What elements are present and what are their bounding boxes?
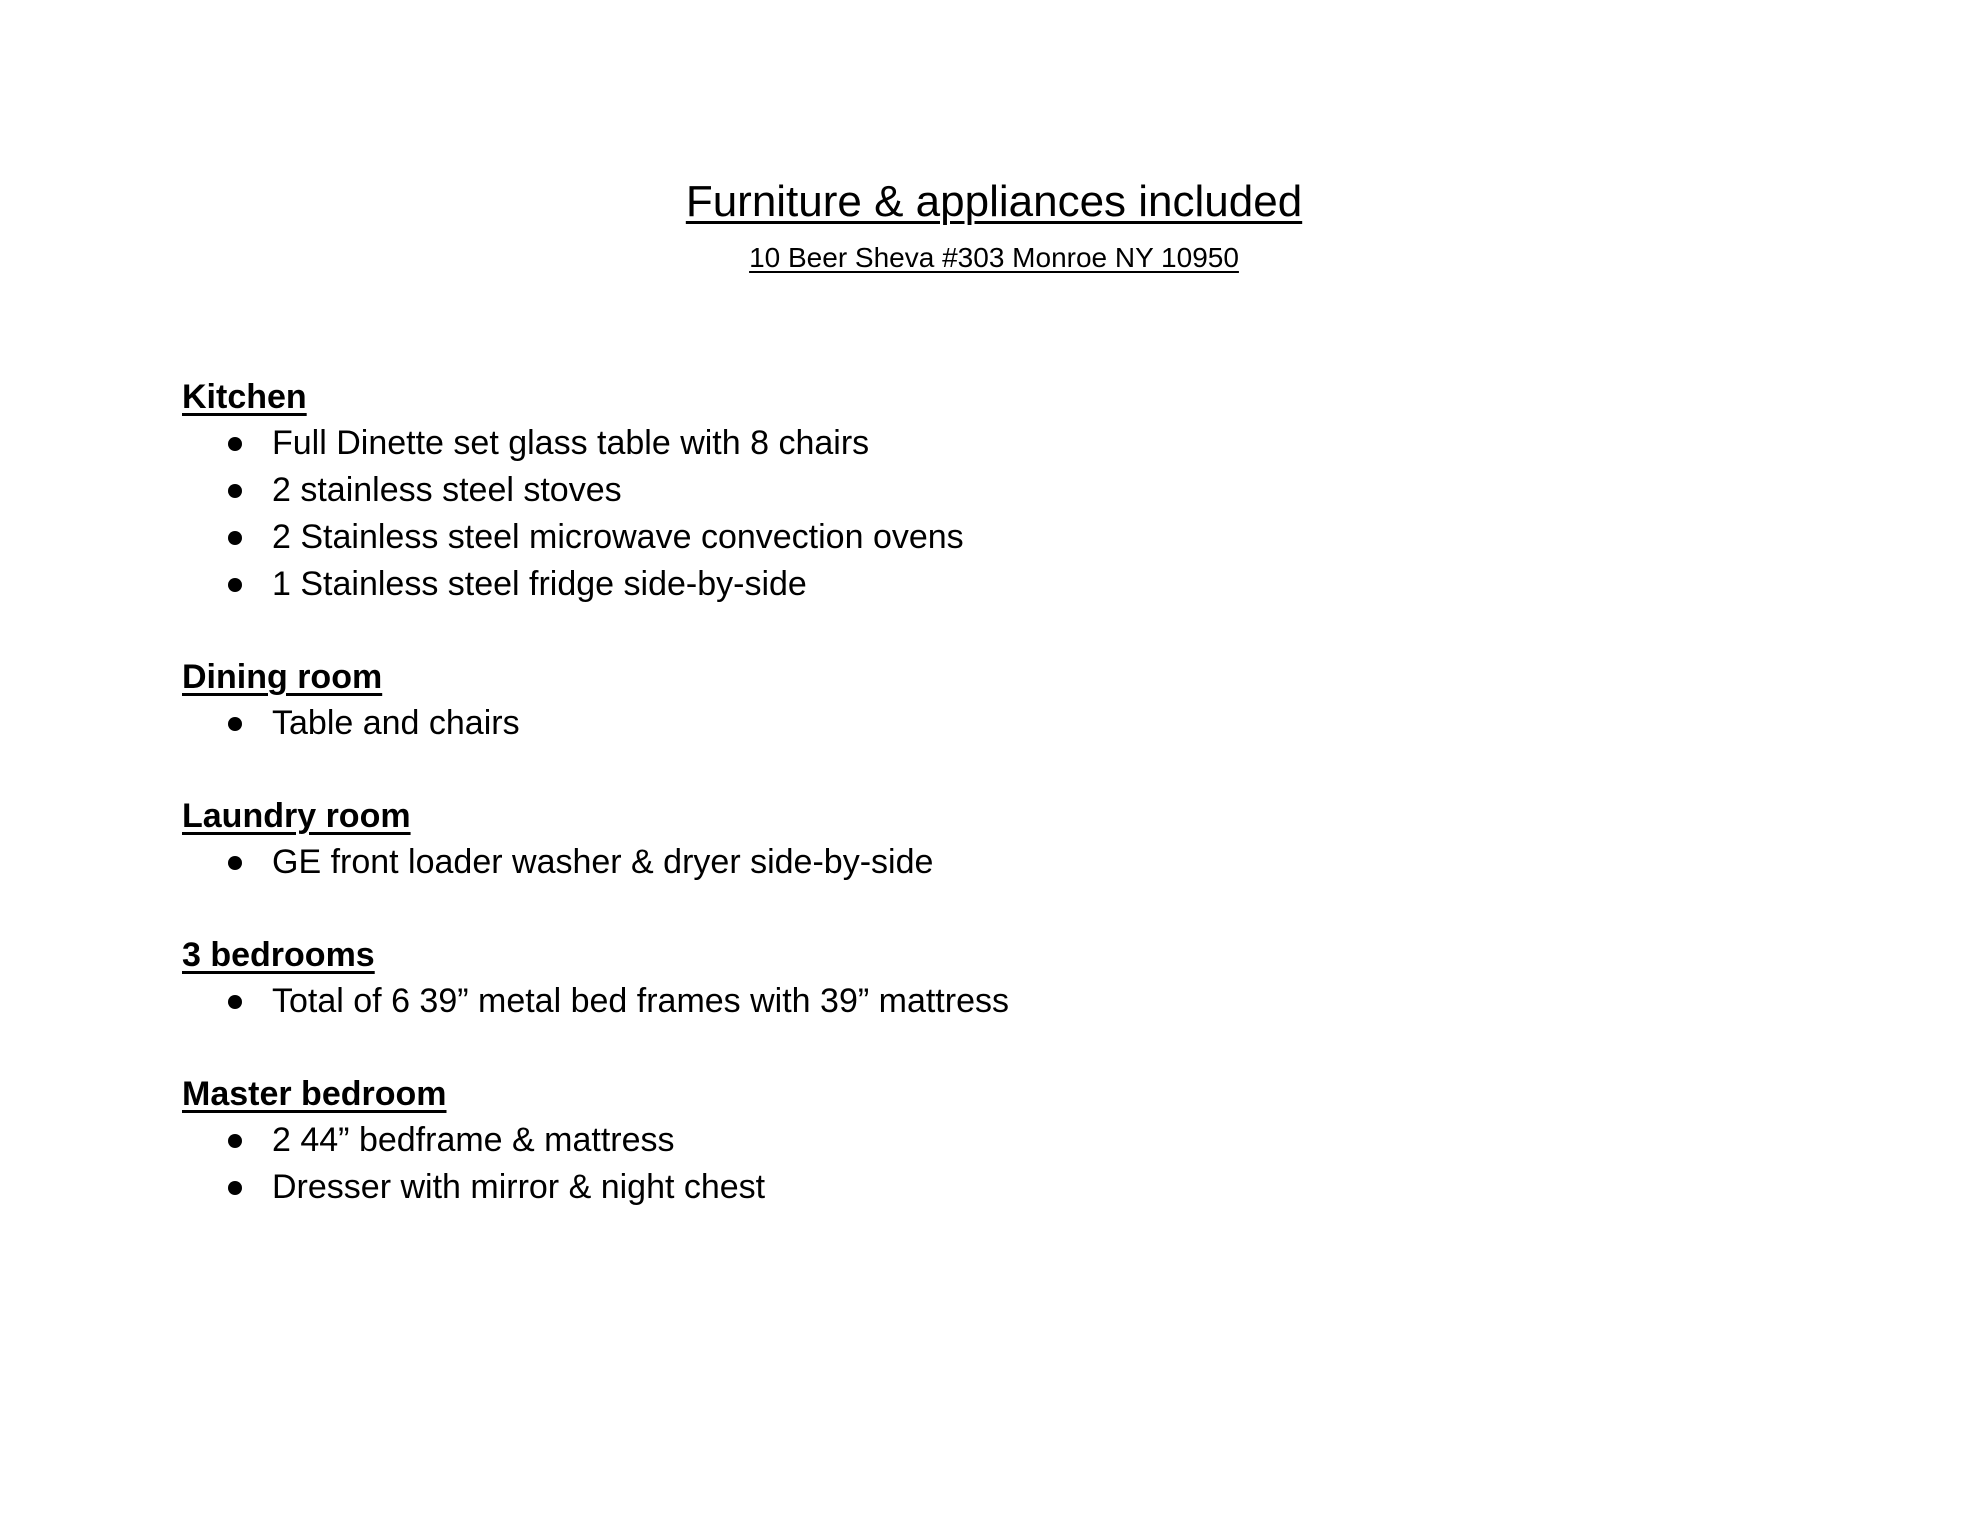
item-list bbox=[182, 420, 1882, 608]
list-item bbox=[182, 1164, 1882, 1211]
bullet-icon bbox=[228, 1181, 242, 1195]
item-list bbox=[182, 839, 1882, 886]
list-item bbox=[182, 420, 1882, 467]
document-title: Furniture & appliances included bbox=[685, 177, 1303, 226]
bullet-icon bbox=[228, 717, 242, 731]
list-item bbox=[182, 839, 1882, 886]
item-text: Dresser with mirror & night chest bbox=[272, 1168, 766, 1206]
item-text: GE front loader washer & dryer side-by-side bbox=[272, 843, 934, 881]
section-heading: 3 bedrooms bbox=[182, 936, 375, 974]
bullet-icon bbox=[228, 437, 242, 451]
list-item bbox=[182, 561, 1882, 608]
list-item bbox=[182, 1117, 1882, 1164]
section-heading: Master bedroom bbox=[182, 1075, 447, 1113]
bullet-icon bbox=[228, 578, 242, 592]
item-text: Table and chairs bbox=[272, 704, 520, 742]
section-heading: Dining room bbox=[182, 658, 383, 696]
document-address: 10 Beer Sheva #303 Monroe NY 10950 bbox=[749, 242, 1239, 273]
item-list bbox=[182, 1117, 1882, 1211]
item-text: 1 Stainless steel fridge side-by-side bbox=[272, 565, 807, 603]
bullet-icon bbox=[228, 995, 242, 1009]
section-heading: Kitchen bbox=[182, 378, 307, 416]
section-dining-room bbox=[182, 654, 1882, 747]
item-list bbox=[182, 700, 1882, 747]
section-bedrooms bbox=[182, 932, 1882, 1025]
bullet-icon bbox=[228, 531, 242, 545]
list-item bbox=[182, 700, 1882, 747]
bullet-icon bbox=[228, 484, 242, 498]
item-list bbox=[182, 978, 1882, 1025]
list-item bbox=[182, 514, 1882, 561]
bullet-icon bbox=[228, 856, 242, 870]
section-laundry-room bbox=[182, 793, 1882, 886]
item-text: 2 stainless steel stoves bbox=[272, 471, 622, 509]
section-heading: Laundry room bbox=[182, 797, 411, 835]
room-sections bbox=[182, 374, 1882, 1257]
section-master-bedroom bbox=[182, 1071, 1882, 1211]
item-text: 2 Stainless steel microwave convection ovens bbox=[272, 518, 964, 556]
section-kitchen bbox=[182, 374, 1882, 608]
item-text: Total of 6 39” metal bed frames with 39” mattress bbox=[272, 982, 1009, 1020]
item-text: 2 44” bedframe & mattress bbox=[272, 1121, 675, 1159]
list-item bbox=[182, 978, 1882, 1025]
bullet-icon bbox=[228, 1134, 242, 1148]
item-text: Full Dinette set glass table with 8 chairs bbox=[272, 424, 870, 462]
list-item bbox=[182, 467, 1882, 514]
